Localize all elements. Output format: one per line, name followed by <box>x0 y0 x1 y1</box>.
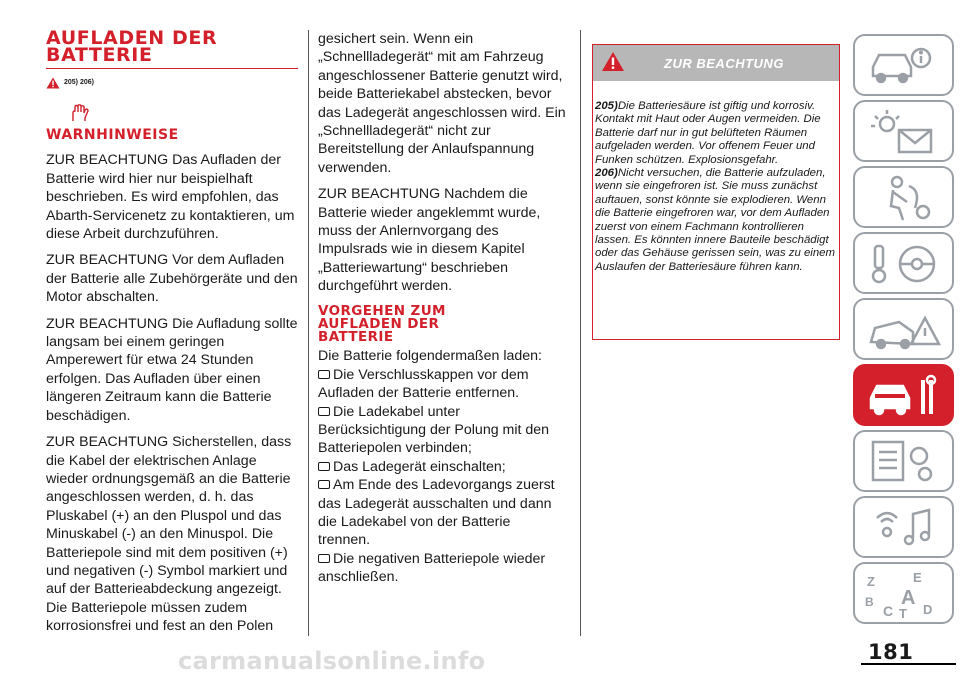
page-number: 181 <box>868 640 914 664</box>
index-letter: T <box>899 606 907 620</box>
tab-safety[interactable] <box>853 166 954 228</box>
note-205 <box>595 100 835 167</box>
section-title-line-2: BATTERIE <box>46 44 153 66</box>
index-letter: E <box>913 570 922 585</box>
procedure-heading-line-2: AUFLADEN DER <box>318 315 440 332</box>
tab-maintenance[interactable] <box>853 364 954 426</box>
car-info-icon <box>863 40 945 92</box>
note-box-body <box>593 81 839 274</box>
note-205-text: Die Batteriesäure ist giftig und korrosiv. Kontakt mit Haut oder Augen vermeiden. Die Batterie darf nur in gut belüfteten Räumen aufgeladen werden. Vor offenem Feuer und Funken schützen. Explosionsgefahr. <box>595 100 821 166</box>
index-letter: D <box>923 602 933 617</box>
lights-mail-icon <box>863 106 945 158</box>
list-item <box>318 476 566 550</box>
procedure-intro: Die Batterie folgendermaßen laden: <box>318 348 542 365</box>
tab-lights-mail[interactable] <box>853 100 954 162</box>
car-wrench-icon <box>863 370 945 422</box>
tab-car-info[interactable] <box>853 34 954 96</box>
note-206-text: Nicht versuchen, die Batterie aufzuladen, wenn sie eingefroren ist. Sie muss zunächst auftauen, sonst könnte sie explodieren. Wenn die Batterie eingefroren war, vor dem Aufladen zuerst von einem Fachmann kontrollieren lassen. Es könnten innere Bauteile beschädigt oder das Gehäuse gerissen sein, was zu einem Auslaufen der Batteriesäure führen kann. <box>595 167 835 273</box>
middle-column <box>318 30 566 587</box>
note-205-label: 205) <box>595 100 618 112</box>
tab-technical-data[interactable] <box>853 430 954 492</box>
bullet-box-icon <box>318 407 330 416</box>
warning-references <box>46 74 298 92</box>
warning-triangle-icon <box>46 77 60 89</box>
list-item <box>318 403 566 458</box>
watermark: carmanualsonline.info <box>178 647 486 675</box>
step-text: Am Ende des Ladevorgangs zuerst das Ladegerät ausschalten und dann die Ladekabel von der Batterie trennen. <box>318 477 555 549</box>
column-divider-1 <box>308 30 309 636</box>
list-item <box>318 458 566 476</box>
note-paragraph-5: ZUR BEACHTUNG Nachdem die Batterie wieder angeklemmt wurde, muss der Anlernvorgang des Impulsrads wie in diesem Kapitel „Batteriewartung“ beschrieben durchgeführt werden. <box>318 186 541 295</box>
procedure-heading-line-1: VORGEHEN ZUM <box>318 302 446 319</box>
index-letter: A <box>901 587 916 609</box>
bullet-box-icon <box>318 370 330 379</box>
airbag-person-icon <box>863 172 945 224</box>
step-text: Die Verschlusskappen vor dem Aufladen der Batterie entfernen. <box>318 366 529 402</box>
note-box-title: ZUR BEACHTUNG <box>664 56 784 71</box>
note-paragraph-4: ZUR BEACHTUNG Sicherstellen, dass die Kabel der elektrischen Anlage wieder ordnungsgemäß an die Batterie angeschlossen werden, d. h. das Pluskabel (+) an den Pluspol und das Minuskabel (-) an den Minuspol. Die Batteriepole sind mit dem positiven (+) und negativen (-) Symbol markiert und auf der Batterieabdeckung angezeigt. Die Batteriepole müssen zudem korrosionsfrei und fest an den Polen <box>46 434 292 635</box>
step-text: Das Ladegerät einschalten; <box>333 458 506 475</box>
tab-emergency[interactable] <box>853 298 954 360</box>
continued-paragraph: gesichert sein. Wenn ein „Schnellladegerät“ mit am Fahrzeug angeschlossener Batterie genutzt wird, beide Batteriekabel abstecken, bevor das Ladegerät angeschlossen wird. Ein „Schnellladegerät“ nicht zur Bereitstellung der Anlaufspannung verwenden. <box>318 31 566 176</box>
warning-note-box <box>592 44 840 340</box>
bullet-box-icon <box>318 480 330 489</box>
section-title-line-1: AUFLADEN DER <box>46 27 218 49</box>
list-item <box>318 550 566 587</box>
note-206-label: 206) <box>595 167 618 180</box>
note-paragraph-3: ZUR BEACHTUNG Die Aufladung sollte langsam bei einem geringen Amperewert für etwa 24 Stunden erfolgen. Das Aufladen über einen längeren Zeitraum kann die Batterie beschädigen. <box>46 315 298 424</box>
page-number-rule <box>861 663 956 665</box>
note-paragraph-2: ZUR BEACHTUNG Vor dem Aufladen der Batterie alle Zubehörgeräte und den Motor abschalten. <box>46 252 298 306</box>
index-letter: C <box>883 603 894 619</box>
warnings-heading: WARNHINWEISE <box>46 127 179 144</box>
tab-starting-driving[interactable] <box>853 232 954 294</box>
step-text: Die negativen Batteriepole wieder anschließen. <box>318 550 546 586</box>
column-divider-2 <box>580 30 581 636</box>
tab-multimedia[interactable] <box>853 496 954 558</box>
title-underline <box>46 68 298 69</box>
alphabet-index-icon <box>863 568 945 620</box>
procedure-heading <box>318 302 566 346</box>
car-warning-icon <box>863 304 945 356</box>
reference-numbers: 205) 206) <box>64 79 94 86</box>
step-text: Die Ladekabel unter Berücksichtigung der Polung mit den Batteriepolen verbinden; <box>318 403 550 457</box>
procedure-heading-line-3: BATTERIE <box>318 329 394 346</box>
list-item <box>318 366 566 403</box>
list-gears-icon <box>863 436 945 488</box>
section-title <box>46 27 298 66</box>
note-206 <box>595 167 835 274</box>
note-paragraph-1: ZUR BEACHTUNG Das Aufladen der Batterie wird hier nur beispielhaft beschrieben. Es wird empfohlen, das Abarth-Servicenetz zu kontaktieren, um diese Arbeit durchzuführen. <box>46 152 295 243</box>
bullet-box-icon <box>318 554 330 563</box>
key-steering-wheel-icon <box>863 238 945 290</box>
procedure-steps <box>318 366 566 587</box>
index-letter: Z <box>867 574 875 589</box>
radio-music-icon <box>863 502 945 554</box>
environment-hand-icon <box>71 104 93 122</box>
bullet-box-icon <box>318 462 330 471</box>
index-letter: B <box>865 595 874 609</box>
tab-index[interactable] <box>853 562 954 624</box>
note-box-header <box>593 45 839 81</box>
left-column <box>46 27 298 644</box>
